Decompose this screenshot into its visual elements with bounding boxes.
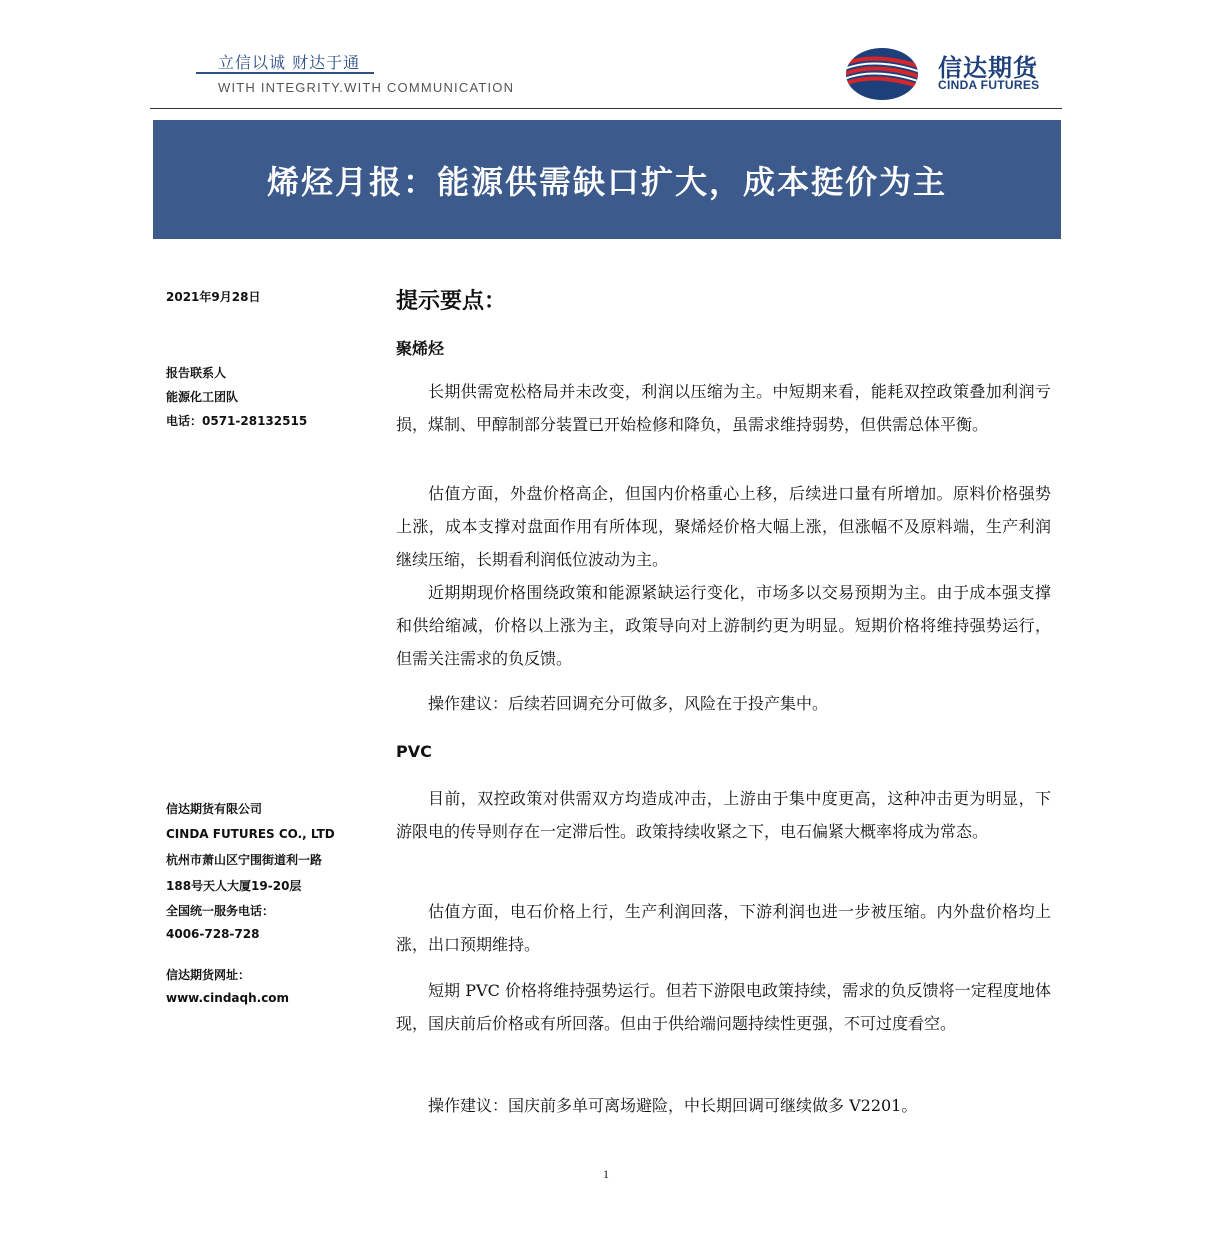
page-number: 1 [603,1167,609,1181]
report-date: 2021年9月28日 [166,290,261,304]
website-label: 信达期货网址： [166,968,251,982]
pvc-paragraph: 估值方面，电石价格上行，生产利润回落，下游利润也进一步被压缩。内外盘价格均上涨，出口预期维持。 [396,902,1051,954]
globe-logo-icon [842,46,922,102]
pvc-advice: 操作建议：国庆前多单可离场避险，中长期回调可继续做多 V2201。 [428,1096,918,1115]
polyolefin-paragraph: 近期期现价格围绕政策和能源紧缺运行变化，市场多以交易预期为主。由于成本强支撑和供给缩减，价格以上涨为主，政策导向对上游制约更为明显。短期价格将维持强势运行，但需关注需求的负反馈。 [396,583,1051,668]
team-name: 能源化工团队 [166,390,239,404]
company-address-2: 188号天人大厦19-20层 [166,879,302,893]
header-rule [150,108,1062,109]
section-heading-pvc: PVC [396,742,432,761]
company-address-1: 杭州市萧山区宁围街道利一路 [166,853,323,867]
website-link[interactable]: www.cindaqh.com [166,991,290,1005]
company-name-cn: 信达期货有限公司 [166,802,263,816]
company-logo [842,46,1082,102]
polyolefin-advice: 操作建议：后续若回调充分可做多，风险在于投产集中。 [428,694,829,713]
company-name-en: CINDA FUTURES CO., LTD [166,827,335,841]
hotline-number: 4006-728-728 [166,927,260,941]
header-slogan-en: WITH INTEGRITY.WITH COMMUNICATION [218,80,515,95]
main-heading: 提示要点： [396,288,507,314]
polyolefin-paragraph: 长期供需宽松格局并未改变，利润以压缩为主。中短期来看，能耗双控政策叠加利润亏损，煤制、甲醇制部分装置已开始检修和降负，虽需求维持弱势，但供需总体平衡。 [396,382,1051,434]
contact-label: 报告联系人 [166,366,227,380]
pvc-paragraph: 短期 PVC 价格将维持强势运行。但若下游限电政策持续，需求的负反馈将一定程度地体现，国庆前后价格或有所回落。但由于供给端问题持续性更强，不可过度看空。 [396,981,1051,1033]
logo-text-cn: 信达期货 [938,54,1038,82]
section-heading-polyolefin: 聚烯烃 [396,339,445,358]
header-slogan-cn: 立信以诚 财达于通 [218,53,361,72]
title-band [153,120,1061,239]
contact-phone: 电话：0571-28132515 [166,414,308,428]
polyolefin-paragraph: 估值方面，外盘价格高企，但国内价格重心上移，后续进口量有所增加。原料价格强势上涨，成本支撑对盘面作用有所体现，聚烯烃价格大幅上涨，但涨幅不及原料端，生产利润继续压缩，长期看利润低位波动为主。 [396,484,1051,569]
pvc-paragraph: 目前，双控政策对供需双方均造成冲击，上游由于集中度更高，这种冲击更为明显，下游限电的传导则存在一定滞后性。政策持续收紧之下，电石偏紧大概率将成为常态。 [396,789,1051,841]
header-slogan-underline [196,72,374,74]
logo-text-en: CINDA FUTURES [938,78,1040,92]
report-title: 烯烃月报：能源供需缺口扩大，成本挺价为主 [266,162,947,201]
hotline-label: 全国统一服务电话： [166,904,275,918]
